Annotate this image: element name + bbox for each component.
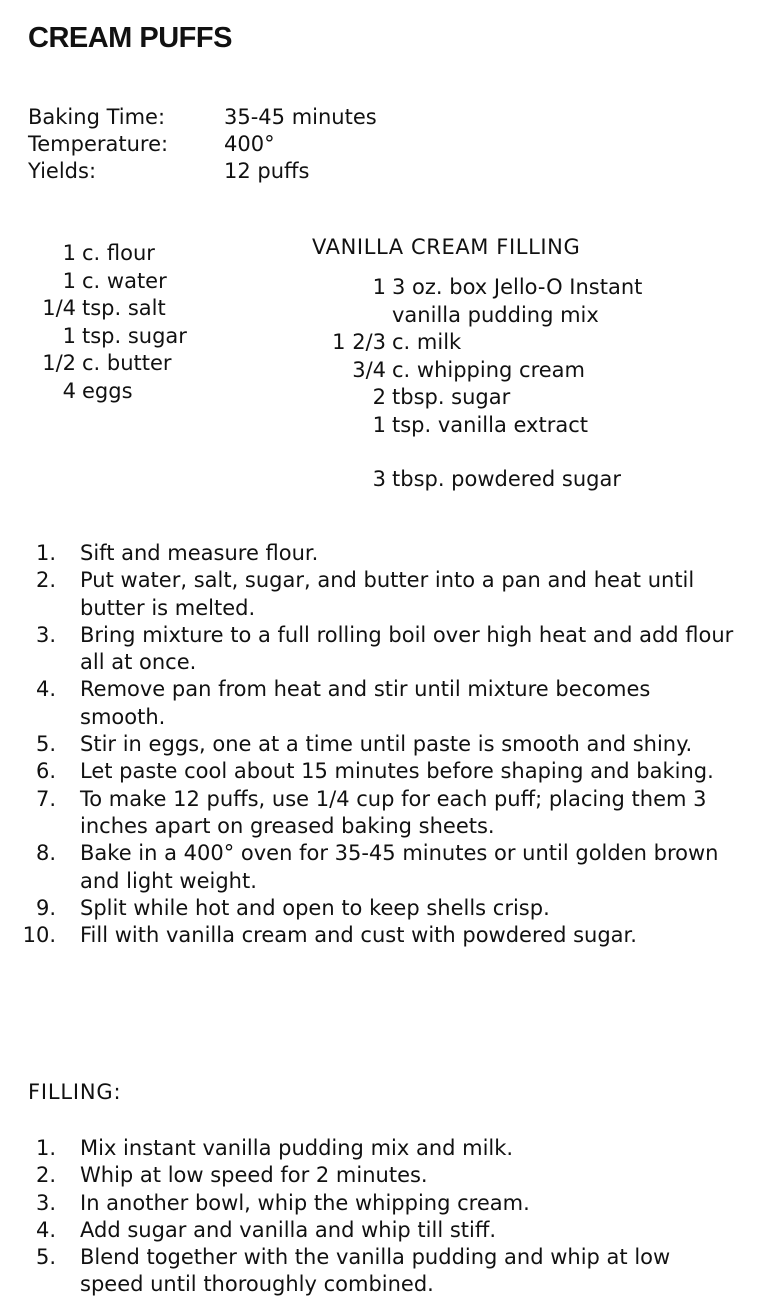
filling-qty: 3 [372,467,386,491]
filling-qty [312,302,386,330]
ingredient-item [28,240,187,268]
recipe-title: CREAM PUFFS [28,22,232,54]
step-number: 7. [35,786,56,811]
instruction-step [14,895,738,922]
step-number: 5. [35,1245,56,1270]
filling-item [312,412,642,440]
instruction-step [14,758,738,785]
info-value: 35-45 minutes [224,105,377,129]
filling-name: 3 oz. box Jello-O Instant [392,275,643,299]
step-number: 2. [35,568,56,593]
instruction-step [14,731,738,758]
ingredient-qty: 1 [62,323,76,348]
filling-name: c. milk [392,330,462,354]
ingredient-item [28,295,187,323]
step-text: Put water, salt, sugar, and butter into a pan and heat until butter is melted. [80,568,695,620]
filling-name: tbsp. powdered sugar [392,467,621,491]
ingredient-qty: 1/4 [42,296,76,320]
instruction-step [14,676,738,731]
filling-name: c. whipping cream [392,357,585,382]
step-number: 4. [35,677,56,702]
ingredient-name: tsp. sugar [82,323,187,348]
step-text: Stir in eggs, one at a time until paste is smooth and shiny. [80,732,693,757]
filling-heading: FILLING: [28,1080,122,1104]
filling-qty: 1 [372,412,386,437]
filling-qty: 1 2/3 [332,330,386,354]
filling-name: tsp. vanilla extract [392,412,589,437]
filling-qty: 3/4 [352,357,386,382]
spacer [312,439,642,466]
instruction-list [14,540,738,949]
filling-step [14,1135,738,1162]
step-text: Let paste cool about 15 minutes before shaping and baking. [80,759,714,784]
step-text: Bring mixture to a full rolling boil over high heat and add flour all at once. [80,622,734,675]
step-number: 10. [22,923,56,948]
step-number: 5. [35,732,56,757]
ingredient-item [28,378,187,406]
ingredient-item [28,350,187,378]
step-number: 9. [35,895,56,920]
step-text: To make 12 puffs, use 1/4 cup for each puff; placing them 3 inches apart on greased baking sheets. [80,786,707,838]
filling-item [312,329,642,357]
step-text: Remove pan from heat and stir until mixture becomes smooth. [80,677,651,729]
info-row-temperature [28,131,377,158]
instruction-step [14,786,738,841]
filling-name: vanilla pudding mix [392,302,599,327]
info-value: 12 puffs [224,159,310,183]
step-number: 3. [35,622,56,647]
ingredient-qty: 1 [62,268,76,293]
step-number: 6. [35,759,56,784]
filling-qty: 2 [372,385,386,409]
step-text: Bake in a 400° oven for 35-45 minutes or until golden brown and light weight. [80,841,719,893]
step-number: 2. [35,1163,56,1188]
filling-item [312,357,642,385]
instruction-step [14,840,738,895]
instruction-step [14,622,738,677]
recipe-info [28,104,377,185]
step-text: Fill with vanilla cream and cust with powdered sugar. [80,923,637,948]
filling-title: VANILLA CREAM FILLING [312,235,581,259]
instruction-step [14,540,738,567]
info-value: 400° [224,132,275,156]
filling-step [14,1162,738,1189]
filling-step [14,1217,738,1244]
ingredient-qty: 1/2 [42,351,76,375]
ingredient-item [28,323,187,351]
filling-step [14,1190,738,1217]
instruction-step [14,567,738,622]
ingredient-name: c. water [82,268,167,293]
ingredient-list [28,240,187,405]
filling-step [14,1244,738,1299]
step-text: In another bowl, whip the whipping cream. [80,1190,530,1215]
step-number: 3. [35,1190,56,1215]
step-number: 1. [35,1136,56,1160]
step-number: 8. [35,841,56,866]
info-label: Temperature: [28,132,169,156]
step-text: Whip at low speed for 2 minutes. [80,1163,428,1188]
filling-ingredients [312,232,642,494]
filling-item [312,302,642,330]
filling-qty: 1 [372,275,386,299]
info-row-yields [28,158,377,185]
ingredient-qty: 4 [62,378,76,403]
ingredient-name: c. flour [82,241,155,265]
ingredient-item [28,268,187,296]
filling-item [312,274,642,302]
ingredient-name: eggs [82,378,133,403]
filling-item [312,384,642,412]
info-row-baking-time [28,104,377,131]
step-number: 1. [35,541,56,565]
filling-item-powdered-sugar [312,466,642,494]
step-text: Mix instant vanilla pudding mix and milk. [80,1136,514,1160]
filling-instruction-list [14,1135,738,1299]
filling-name: tbsp. sugar [392,385,511,409]
step-text: Blend together with the vanilla pudding and whip at low speed until thoroughly combined. [80,1245,671,1297]
ingredient-name: tsp. salt [82,296,166,320]
info-label: Yields: [28,159,97,183]
step-text: Add sugar and vanilla and whip till stiff. [80,1217,497,1242]
step-text: Sift and measure flour. [80,541,319,565]
ingredient-qty: 1 [62,241,76,265]
instruction-step [14,922,738,949]
step-number: 4. [35,1217,56,1242]
ingredient-name: c. butter [82,351,172,375]
step-text: Split while hot and open to keep shells crisp. [80,895,550,920]
info-label: Baking Time: [28,105,166,129]
